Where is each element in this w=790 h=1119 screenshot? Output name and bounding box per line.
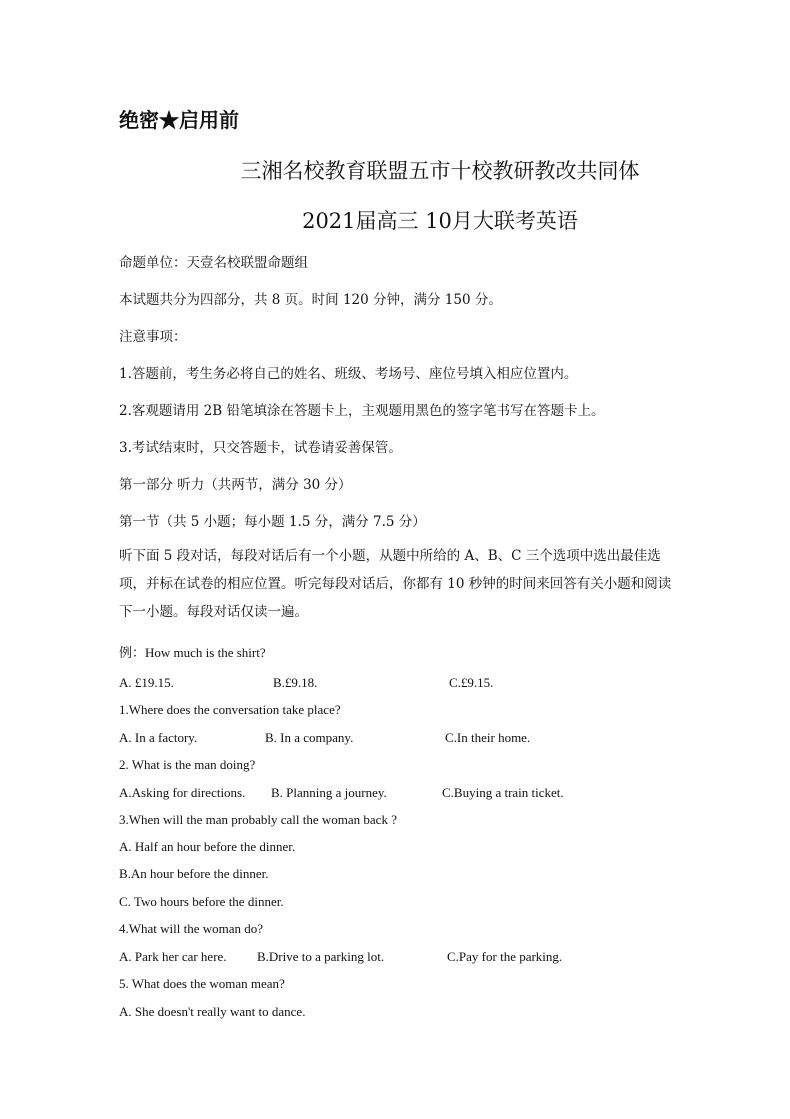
note-item: 3.考试结束时，只交答题卡，试卷请妥善保管。: [119, 440, 402, 456]
exam-title-line2: 2021届高三 10月大联考英语: [302, 209, 578, 233]
listening-instructions: 听下面 5 段对话，每段对话后有一个小题，从题中所给的 A、B、C 三个选项中选出最佳选项，并标在试卷的相应位置。听完每段对话后，你都有 10 秒钟的时间来回答有关小题和阅读下一小题。每段对话仅读一遍。: [119, 548, 672, 620]
secret-mark: 绝密★启用前: [119, 108, 239, 132]
q2-option-a: A.Asking for directions.: [119, 785, 246, 800]
example-option-c: C.£9.15.: [449, 675, 494, 690]
q2-option-b: B. Planning a journey.: [271, 785, 387, 800]
q5-option-a: A. She doesn't really want to dance.: [119, 1004, 306, 1019]
q1-option-b: B. In a company.: [265, 730, 354, 745]
part1-heading: 第一部分 听力（共两节，满分 30 分）: [119, 477, 352, 493]
q4-option-b: B.Drive to a parking lot.: [257, 949, 385, 964]
question-2: 2. What is the man doing?: [119, 757, 256, 772]
note-item: 2.客观题请用 2B 铅笔填涂在答题卡上，主观题用黑色的签字笔书写在答题卡上。: [119, 403, 605, 419]
exam-title-line1: 三湘名校教育联盟五市十校教研教改共同体: [240, 159, 640, 183]
exam-structure: 本试题共分为四部分，共 8 页。时间 120 分钟，满分 150 分。: [119, 292, 502, 308]
note-item: 1.答题前，考生务必将自己的姓名、班级、考场号、座位号填入相应位置内。: [119, 366, 578, 382]
section1-heading: 第一节（共 5 小题；每小题 1.5 分，满分 7.5 分）: [119, 514, 426, 530]
exam-unit: 命题单位：天壹名校联盟命题组: [119, 255, 308, 271]
question-4: 4.What will the woman do?: [119, 921, 264, 936]
q1-option-a: A. In a factory.: [119, 730, 198, 745]
q3-option-c: C. Two hours before the dinner.: [119, 894, 284, 909]
question-5: 5. What does the woman mean?: [119, 976, 285, 991]
example-option-b: B.£9.18.: [273, 675, 318, 690]
question-1: 1.Where does the conversation take place?: [119, 702, 341, 717]
example-question: 例：How much is the shirt?: [119, 645, 266, 660]
notes-heading: 注意事项：: [119, 329, 187, 345]
q3-option-a: A. Half an hour before the dinner.: [119, 839, 296, 854]
q4-option-c: C.Pay for the parking.: [447, 949, 563, 964]
q4-option-a: A. Park her car here.: [119, 949, 227, 964]
q1-option-c: C.In their home.: [445, 730, 531, 745]
q2-option-c: C.Buying a train ticket.: [442, 785, 564, 800]
example-option-a: A. £19.15.: [119, 675, 174, 690]
question-3: 3.When will the man probably call the woman back ?: [119, 812, 397, 827]
q3-option-b: B.An hour before the dinner.: [119, 866, 269, 881]
